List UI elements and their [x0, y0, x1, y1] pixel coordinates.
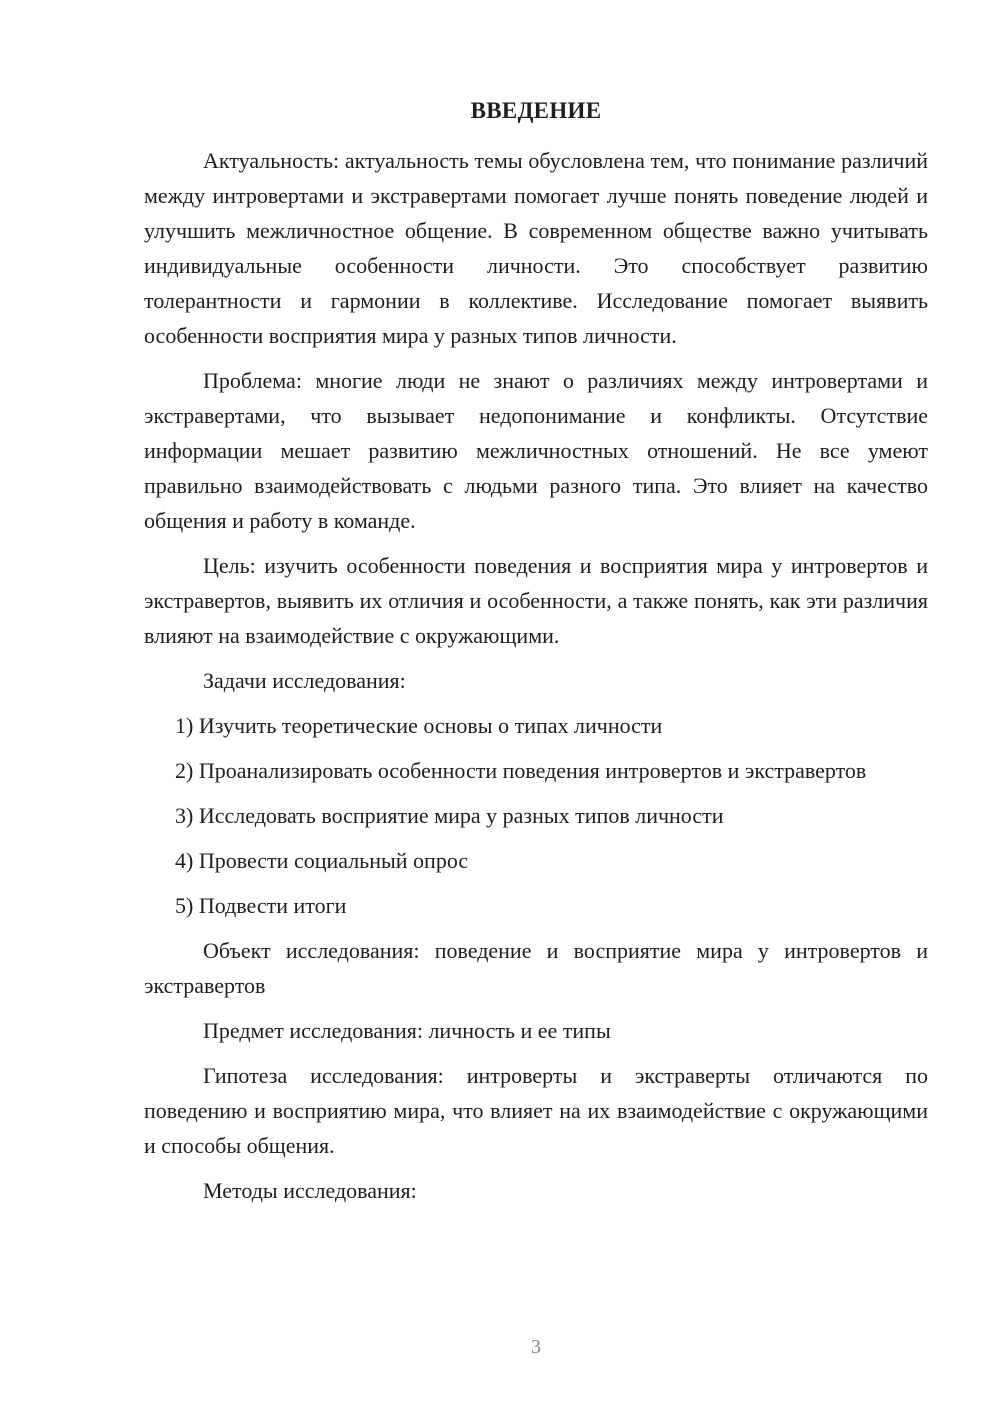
paragraph-goal: Цель: изучить особенности поведения и восприятия мира у интровертов и экстравертов, выявить их отличия и особенности, а также понять, как эти различия влияют на взаимодействие с окружающими. — [144, 553, 928, 648]
list-item-task-5: 5) Подвести итоги — [175, 893, 347, 918]
paragraph-tasks-heading: Задачи исследования: — [203, 668, 406, 693]
section-title: ВВЕДЕНИЕ — [470, 98, 602, 123]
paragraph-object: Объект исследования: поведение и восприятие мира у интровертов и экстравертов — [144, 938, 928, 998]
list-item-task-3: 3) Исследовать восприятие мира у разных типов личности — [175, 803, 724, 828]
list-item-task-1: 1) Изучить теоретические основы о типах личности — [175, 713, 663, 738]
list-item-task-2: 2) Проанализировать особенности поведения интровертов и экстравертов — [175, 758, 867, 783]
paragraph-subject: Предмет исследования: личность и ее типы — [203, 1018, 611, 1043]
list-item-task-4: 4) Провести социальный опрос — [175, 848, 469, 873]
paragraph-methods: Методы исследования: — [203, 1178, 417, 1203]
paragraph-relevance: Актуальность: актуальность темы обусловлена тем, что понимание различий между интровертами и экстравертами помогает лучше понять поведение людей и улучшить межличностное общение. В современном обществе важно учитывать индивидуальные особенности личности. Это способствует развитию толерантности и гармонии в коллективе. Исследование помогает выявить особенности восприятия мира у разных типов личности. — [144, 148, 928, 348]
paragraph-problem: Проблема: многие люди не знают о различиях между интровертами и экстравертами, что вызывает недопонимание и конфликты. Отсутствие информации мешает развитию межличностных отношений. Не все умеют правильно взаимодействовать с людьми разного типа. Это влияет на качество общения и работу в команде. — [144, 368, 928, 533]
paragraph-hypothesis: Гипотеза исследования: интроверты и экстраверты отличаются по поведению и восприятию мира, что влияет на их взаимодействие с окружающими и способы общения. — [144, 1063, 928, 1158]
page-number: 3 — [531, 1336, 541, 1358]
document-body — [144, 143, 928, 1218]
